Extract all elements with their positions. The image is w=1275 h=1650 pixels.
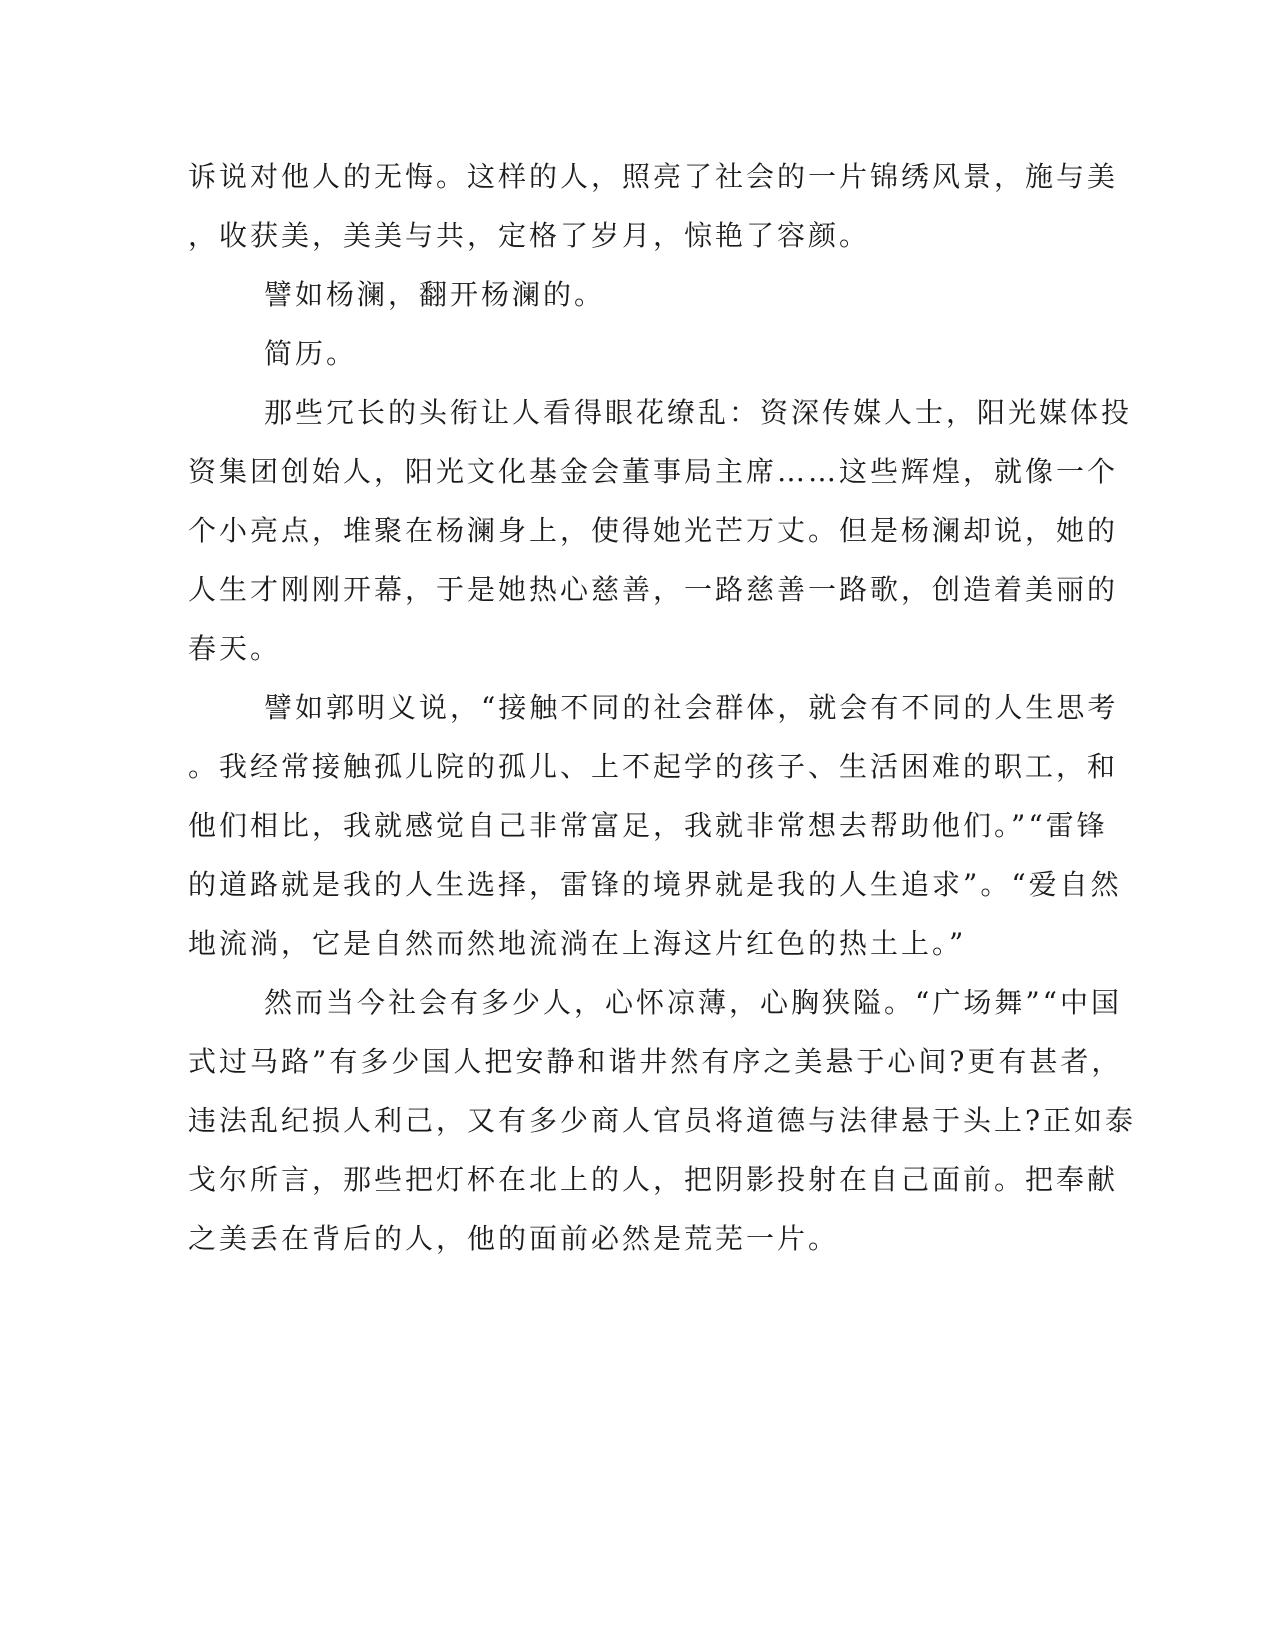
paragraph-start-line: 然而当今社会有多少人，心怀凉薄，心胸狭隘。“广场舞”“中国 xyxy=(264,986,1122,1019)
text-line: 。我经常接触孤儿院的孤儿、上不起学的孩子、生活困难的职工，和 xyxy=(188,750,1119,783)
text-line: 春天。 xyxy=(188,632,282,665)
text-line: ，收获美，美美与共，定格了岁月，惊艳了容颜。 xyxy=(188,219,871,252)
text-line: 的道路就是我的人生选择，雷锋的境界就是我的人生追求”。“爱自然 xyxy=(188,868,1122,901)
text-line: 地流淌，它是自然而然地流淌在上海这片红色的热土上。” xyxy=(188,927,967,960)
text-line: 资集团创始人，阳光文化基金会董事局主席……这些辉煌，就像一个 xyxy=(188,455,1119,488)
text-line: 人生才刚刚开幕，于是她热心慈善，一路慈善一路歌，创造着美丽的 xyxy=(188,573,1119,606)
text-line: 戈尔所言，那些把灯杯在北上的人，把阴影投射在自己面前。把奉献 xyxy=(188,1163,1119,1196)
text-line: 违法乱纪损人利己，又有多少商人官员将道德与法律悬于头上?正如泰 xyxy=(188,1104,1137,1137)
text-line: 之美丢在背后的人，他的面前必然是荒芜一片。 xyxy=(188,1222,840,1255)
text-line: 诉说对他人的无悔。这样的人，照亮了社会的一片锦绣风景，施与美 xyxy=(188,160,1119,193)
text-line: 个小亮点，堆聚在杨澜身上，使得她光芒万丈。但是杨澜却说，她的 xyxy=(188,514,1119,547)
paragraph-start-line: 简历。 xyxy=(264,337,358,370)
paragraph-start-line: 譬如郭明义说，“接触不同的社会群体，就会有不同的人生思考 xyxy=(264,691,1119,724)
text-line: 式过马路”有多少国人把安静和谐井然有序之美悬于心间?更有甚者， xyxy=(188,1045,1123,1078)
text-line: 他们相比，我就感觉自己非常富足，我就非常想去帮助他们。”“雷锋 xyxy=(188,809,1108,842)
paragraph-start-line: 那些冗长的头衔让人看得眼花缭乱：资深传媒人士，阳光媒体投 xyxy=(264,396,1133,429)
paragraph-start-line: 譬如杨澜，翻开杨澜的。 xyxy=(264,278,606,311)
